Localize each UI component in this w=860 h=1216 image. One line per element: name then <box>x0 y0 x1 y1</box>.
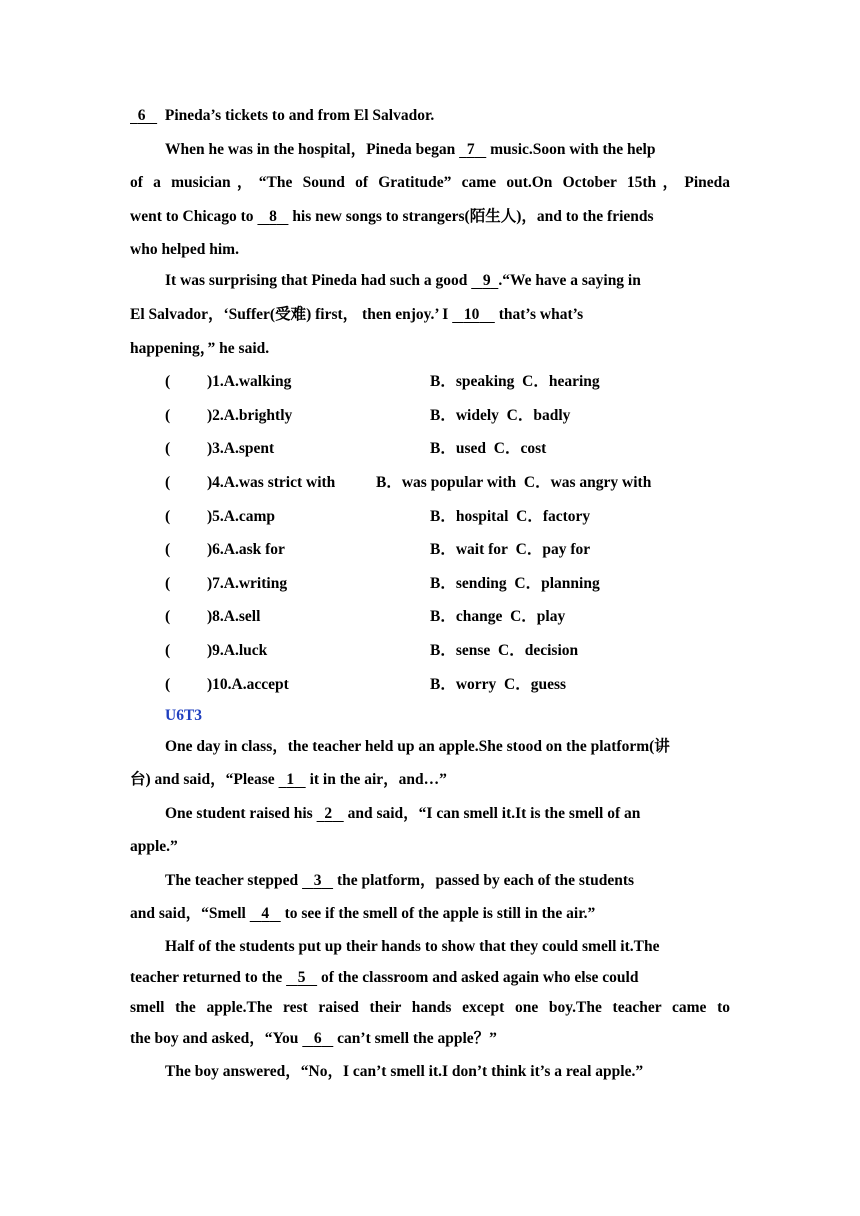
passage1-p3-line-3: happening，” he said. <box>130 339 270 357</box>
question-10: ( )10.A.accept B．worry C．guess <box>165 675 567 693</box>
document-page <box>130 104 730 1094</box>
passage2-line-8: teacher returned to the 5 of the classroom and asked again who else could <box>130 968 639 986</box>
passage2-line-2: 台) and said，“Please 1 it in the air，and…” <box>130 771 447 789</box>
section-heading: U6T3 <box>165 706 203 724</box>
passage1-line-1 <box>130 104 730 138</box>
passage2-line-3: One student raised his 2 and said，“I can smell it.It is the smell of an <box>165 804 641 822</box>
question-2: ( )2.A.brightly B．widely C．badly <box>165 406 571 424</box>
passage1-p2-line-3: went to Chicago to 8 his new songs to strangers(陌生人)，and to the friends <box>130 207 654 225</box>
question-4: ( )4.A.was strict with B．was popular with C．was angry with <box>165 473 652 491</box>
passage2-line-10: the boy and asked，“You 6 can’t smell the apple？” <box>130 1029 497 1047</box>
question-6: ( )6.A.ask for B．wait for C．pay for <box>165 541 591 559</box>
blank-6: 6 <box>137 107 146 124</box>
question-list <box>130 370 730 703</box>
question-3: ( )3.A.spent B．used C．cost <box>165 440 547 458</box>
passage2-line-9: smell the apple.The rest raised their hands except one boy.The teacher came to <box>130 999 730 1017</box>
question-5: ( )5.A.camp B．hospital C．factory <box>165 507 591 525</box>
question-7: ( )7.A.writing B．sending C．planning <box>165 574 600 592</box>
passage1-p3-line-2: El Salvador，‘Suffer(受难) first， then enjoy.’ I 10 that’s what’s <box>130 305 584 323</box>
question-8: ( )8.A.sell B．change C．play <box>165 608 566 626</box>
passage1-p3-line-1: It was surprising that Pineda had such a good 9 .“We have a saying in <box>165 272 641 290</box>
question-1: ( )1.A.walking B．speaking C．hearing <box>165 373 600 391</box>
passage2-line-1: One day in class，the teacher held up an apple.She stood on the platform(讲 <box>165 737 670 755</box>
passage2-line-6: and said，“Smell 4 to see if the smell of the apple is still in the air.” <box>130 905 596 923</box>
passage1-text: Pineda’s tickets to and from El Salvador. <box>164 107 435 124</box>
passage2-line-4: apple.” <box>130 838 178 856</box>
passage2-line-5: The teacher stepped 3 the platform，passed by each of the students <box>165 871 635 889</box>
passage1-p2-line-4: who helped him. <box>130 241 239 259</box>
passage1-p2-line-2: of a musician，“The Sound of Gratitude” came out.On October 15th，Pineda <box>130 174 730 192</box>
passage1-p2-line-1: When he was in the hospital，Pineda began 7 music.Soon with the help <box>165 140 656 158</box>
passage2-line-11: The boy answered，“No，I can’t smell it.I don’t think it’s a real apple.” <box>165 1062 644 1080</box>
question-9: ( )9.A.luck B．sense C．decision <box>165 641 579 659</box>
passage2-line-7: Half of the students put up their hands to show that they could smell it.The <box>165 938 660 956</box>
